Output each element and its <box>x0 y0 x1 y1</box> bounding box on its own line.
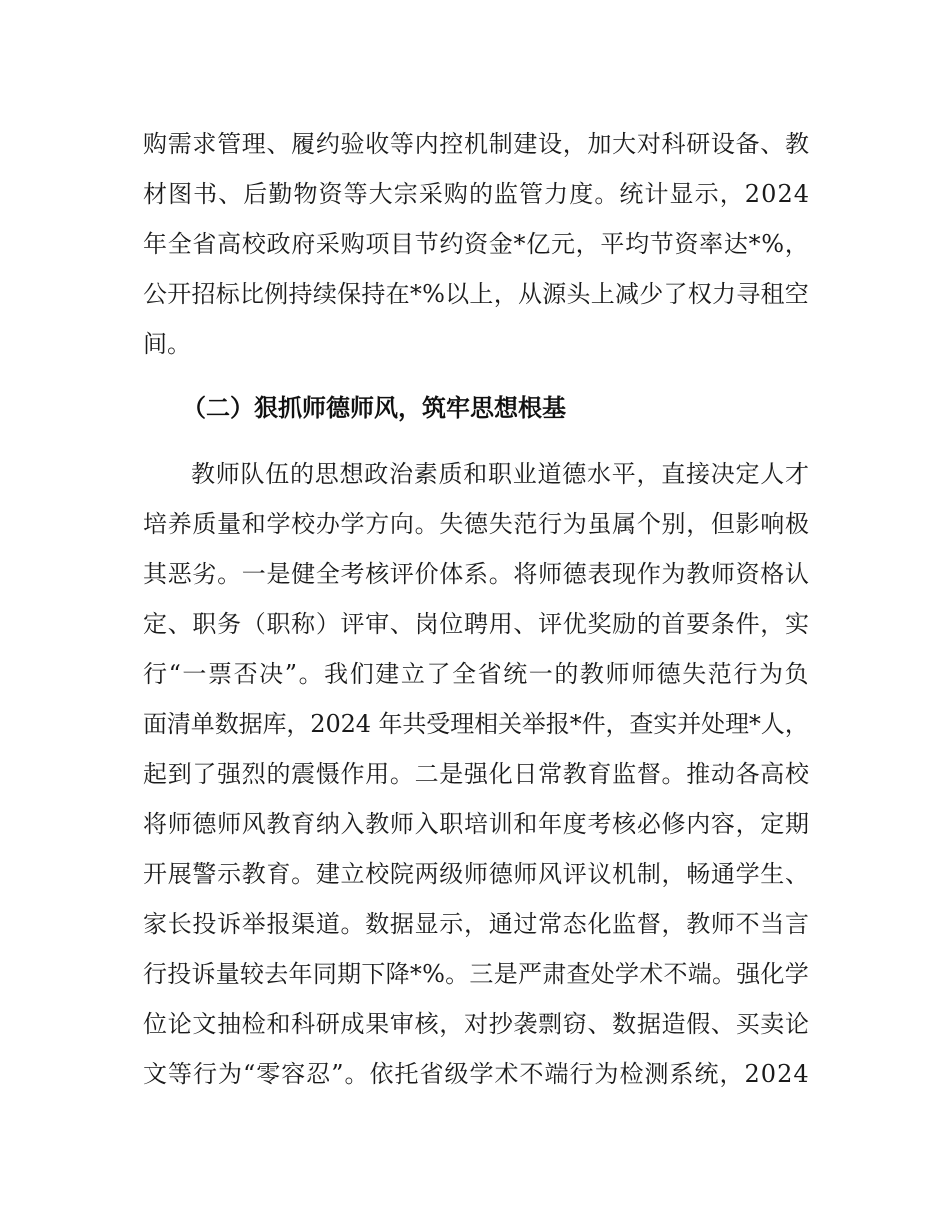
paragraph-2-line-5: 行“一票否决”。我们建立了全省统一的教师师德失范行为负 <box>143 660 811 688</box>
paragraph-2-line-9: 开展警示教育。建立校院两级师德师风评议机制，畅通学生、 <box>143 860 810 888</box>
paragraph-2-line-1: 教师队伍的思想政治素质和职业道德水平，直接决定人才 <box>191 460 810 488</box>
paragraph-1-line-3: 年全省高校政府采购项目节约资金*亿元，平均节资率达*%， <box>143 230 810 258</box>
paragraph-2-line-3: 其恶劣。一是健全考核评价体系。将师德表现作为教师资格认 <box>143 560 810 588</box>
paragraph-2-line-10: 家长投诉举报渠道。数据显示，通过常态化监督，教师不当言 <box>143 910 810 938</box>
paragraph-1-line-4: 公开招标比例持续保持在*%以上，从源头上减少了权力寻租空 <box>143 280 810 308</box>
paragraph-2-line-6: 面清单数据库，2024 年共受理相关举报*件，查实并处理*人， <box>143 710 809 738</box>
paragraph-2-line-8: 将师德师风教育纳入教师入职培训和年度考核必修内容，定期 <box>143 810 810 838</box>
paragraph-2-line-2: 培养质量和学校办学方向。失德失范行为虽属个别，但影响极 <box>143 510 810 538</box>
paragraph-2-line-12: 位论文抽检和科研成果审核，对抄袭剽窃、数据造假、买卖论 <box>143 1010 810 1038</box>
paragraph-2-line-13: 文等行为“零容忍”。依托省级学术不端行为检测系统，2024 <box>143 1060 810 1088</box>
paragraph-1-line-1: 购需求管理、履约验收等内控机制建设，加大对科研设备、教 <box>143 130 810 158</box>
paragraph-1-line-2: 材图书、后勤物资等大宗采购的监管力度。统计显示，2024 <box>143 180 811 208</box>
paragraph-2-line-11: 行投诉量较去年同期下降*%。三是严肃查处学术不端。强化学 <box>143 960 810 988</box>
section-heading: （二）狠抓师德师风，筑牢思想根基 <box>182 394 566 422</box>
paragraph-2-line-4: 定、职务（职称）评审、岗位聘用、评优奖励的首要条件，实 <box>143 610 810 638</box>
paragraph-1-line-5: 间。 <box>143 330 191 358</box>
paragraph-2-line-7: 起到了强烈的震慑作用。二是强化日常教育监督。推动各高校 <box>143 760 810 788</box>
